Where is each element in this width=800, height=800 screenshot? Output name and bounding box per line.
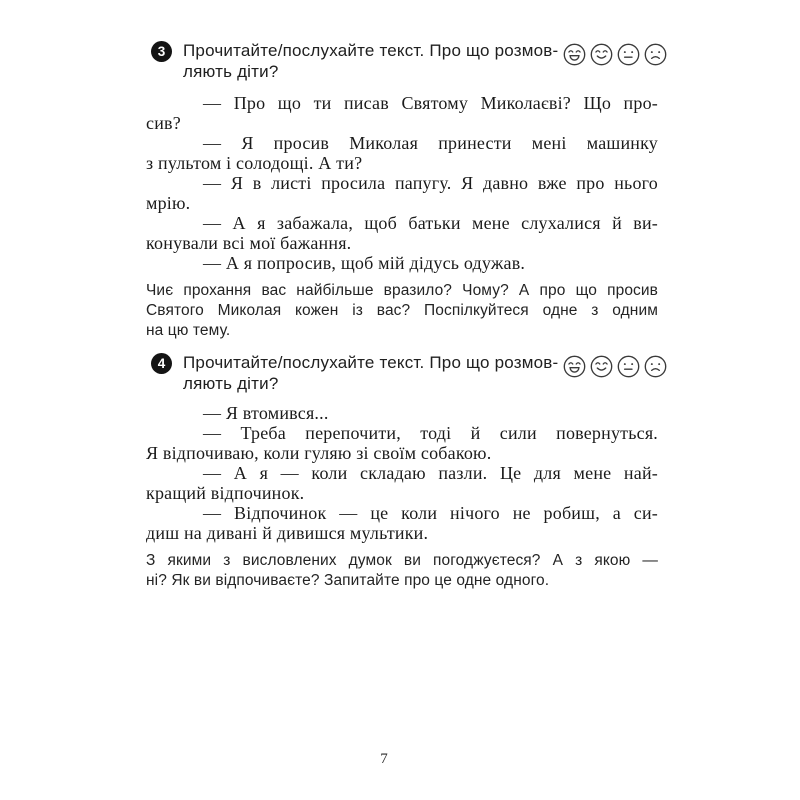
- dialogue-line: — Про що ти писав Святому Миколаєві? Що про-: [203, 93, 658, 113]
- dialogue-line: — Треба перепочити, тоді й сили повернуться.: [203, 423, 658, 443]
- laughing-face-icon: [562, 42, 587, 67]
- task-number-badge: 3: [151, 41, 172, 62]
- discussion-prompt: [146, 551, 658, 591]
- exercise-4: [146, 352, 658, 591]
- dialogue-line: — А я попросив, щоб мій дідусь одужав.: [203, 253, 526, 273]
- dialogue-line: — Я просив Миколая принести мені машинку: [203, 133, 658, 153]
- prompt-line: ні? Як ви відпочиваєте? Запитайте про це одне одного.: [146, 572, 550, 589]
- dialogue-line: — Я в листі просила папугу. Я давно вже про нього: [203, 173, 658, 193]
- dialogue-line: з пультом і солодощі. А ти?: [146, 153, 363, 173]
- dialogue-text: [146, 93, 658, 273]
- task-title-line: ляють діти?: [183, 374, 279, 393]
- exercise-4-header: [146, 352, 658, 394]
- task-title-line: Прочитайте/послухайте текст. Про що розмов-: [183, 353, 559, 372]
- page-number: 7: [380, 751, 388, 767]
- frowning-face-icon: [643, 42, 668, 67]
- exercise-3: [146, 40, 658, 341]
- task-title-line: Прочитайте/послухайте текст. Про що розмов-: [183, 41, 559, 60]
- dialogue-text: [146, 403, 658, 543]
- dialogue-line: — А я забажала, щоб батьки мене слухалися й ви-: [203, 213, 658, 233]
- laughing-face-icon: [562, 354, 587, 379]
- self-assessment-emoji-scale: [562, 354, 668, 379]
- discussion-prompt: [146, 281, 658, 341]
- task-title: [183, 352, 558, 394]
- task-number-badge: 4: [151, 353, 172, 374]
- dialogue-line: сив?: [146, 113, 181, 133]
- dialogue-line: мрію.: [146, 193, 191, 213]
- task-title: [183, 40, 558, 82]
- prompt-line: на цю тему.: [146, 322, 231, 339]
- task-title-line: ляють діти?: [183, 62, 279, 81]
- dialogue-line: — Я втомився...: [203, 403, 329, 423]
- dialogue-line: — Відпочинок — це коли нічого не робиш, а си-: [203, 503, 658, 523]
- dialogue-line: — А я — коли складаю пазли. Це для мене най-: [203, 463, 658, 483]
- smiling-face-icon: [589, 42, 614, 67]
- prompt-line: З якими з висловлених думок ви погоджуєтеся? А з якою —: [146, 552, 658, 569]
- dialogue-line: Я відпочиваю, коли гуляю зі своїм собакою.: [146, 443, 492, 463]
- self-assessment-emoji-scale: [562, 42, 668, 67]
- prompt-line: Чиє прохання вас найбільше вразило? Чому? А про що просив: [146, 282, 658, 299]
- prompt-line: Святого Миколая кожен із вас? Поспілкуйтеся одне з одним: [146, 302, 658, 319]
- frowning-face-icon: [643, 354, 668, 379]
- neutral-face-icon: [616, 354, 641, 379]
- dialogue-line: диш на дивані й дивишся мультики.: [146, 523, 429, 543]
- smiling-face-icon: [589, 354, 614, 379]
- exercise-3-header: [146, 40, 658, 82]
- dialogue-line: конували всі мої бажання.: [146, 233, 352, 253]
- dialogue-line: кращий відпочинок.: [146, 483, 305, 503]
- neutral-face-icon: [616, 42, 641, 67]
